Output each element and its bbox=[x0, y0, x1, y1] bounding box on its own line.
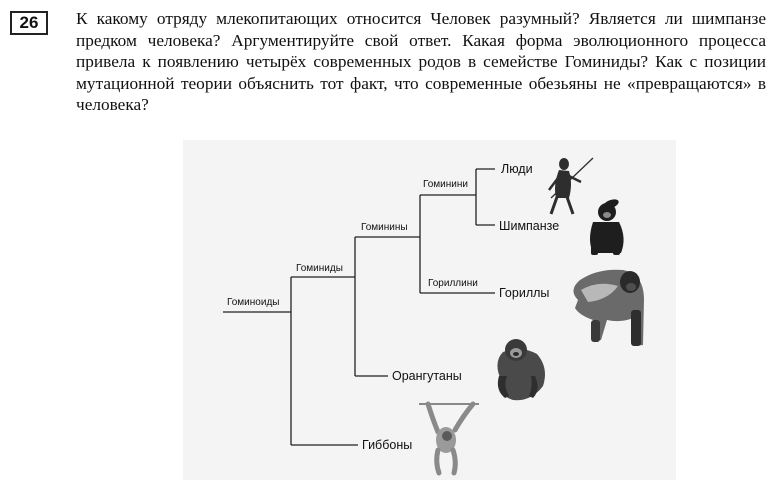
leaf-label-chimpanzees: Шимпанзе bbox=[499, 219, 560, 233]
leaf-label-gorillas: Гориллы bbox=[499, 286, 550, 300]
node-label-gorillini: Гориллини bbox=[428, 278, 478, 289]
orangutan-icon bbox=[497, 339, 545, 400]
node-label-hominines: Гоминины bbox=[361, 222, 408, 233]
node-label-hominids: Гоминиды bbox=[296, 263, 343, 274]
chimpanzee-icon bbox=[590, 198, 624, 255]
node-label-hominini: Гоминини bbox=[423, 179, 468, 190]
leaf-label-gibbons: Гиббоны bbox=[362, 438, 413, 452]
gorilla-icon bbox=[573, 270, 644, 346]
human-hunter-icon bbox=[549, 158, 593, 214]
gibbon-icon bbox=[419, 404, 479, 473]
leaf-label-humans: Люди bbox=[501, 162, 533, 176]
leaf-label-orangutans: Орангутаны bbox=[392, 369, 462, 383]
question-text: К какому отряду млекопитающих относится Человек разумный? Является ли шимпанзе предком человека? Аргументируйте свой ответ. Какая форма эволюционного процесса привела к появлению четырёх современных родов в семействе Гоминиды? Как с позиции мутационной теории объяснить тот факт, что современные обезьяны не «превращаются» в человека? bbox=[76, 9, 766, 115]
question-number: 26 bbox=[10, 11, 48, 35]
phylogenetic-tree-figure bbox=[183, 140, 676, 480]
node-label-hominoids: Гоминоиды bbox=[227, 297, 280, 308]
phylogenetic-tree bbox=[183, 140, 676, 480]
